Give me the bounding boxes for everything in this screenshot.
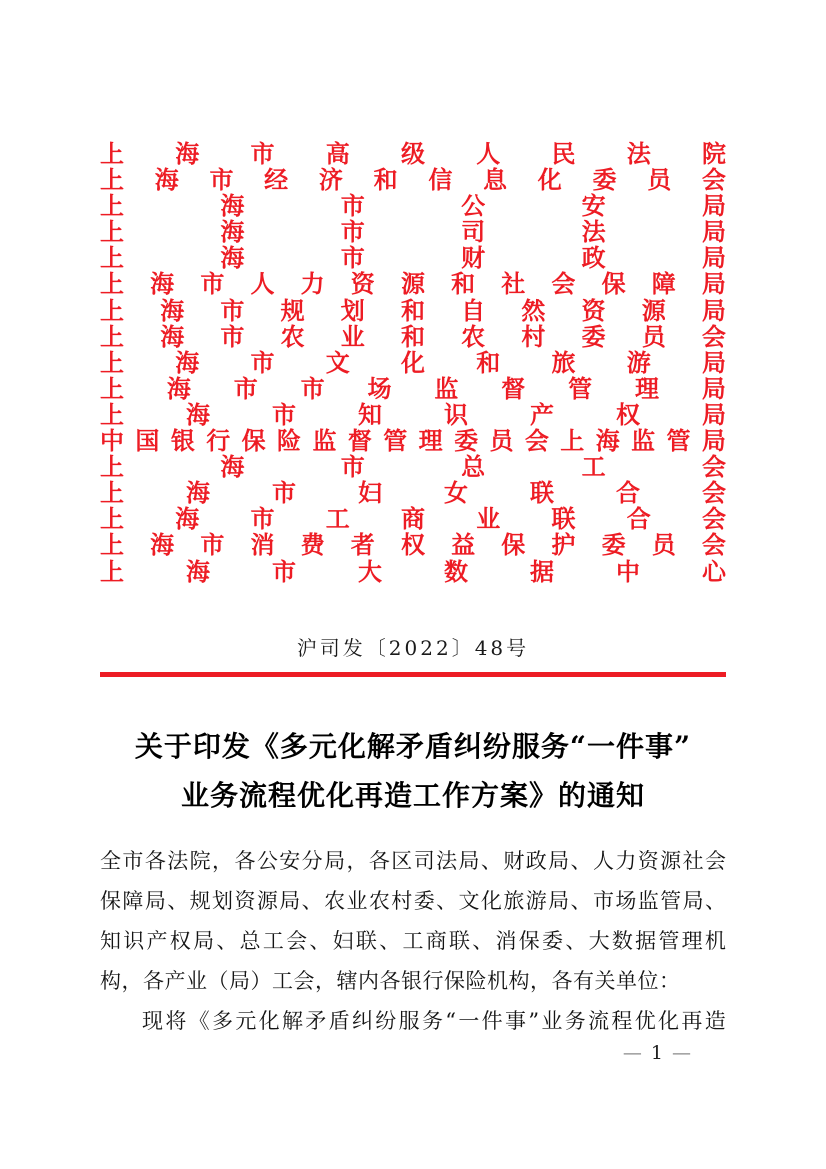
page-number-dash-left: — <box>622 1042 642 1064</box>
agency-line: 中 国 银 行 保 险 监 督 管 理 委 员 会 上 海 监 管 局 <box>100 426 726 456</box>
document-body <box>100 841 726 1041</box>
agency-line: 上 海 市 高 级 人 民 法 院 <box>100 139 726 168</box>
agency-line: 上 海 市 大 数 据 中 心 <box>100 556 726 586</box>
body-line: 现 将 《 多 元 化 解 矛 盾 纠 纷 服 务 “ 一 件 事 ” 业 务 流 程 优 化 再 造 <box>142 1009 726 1033</box>
agency-line: 上 海 市 工 商 业 联 合 会 <box>100 504 726 534</box>
agency-line: 上 海 市 知 识 产 权 局 <box>100 399 726 429</box>
agency-line: 上 海 市 妇 女 联 合 会 <box>100 478 726 508</box>
agency-line: 上 海 市 消 费 者 权 益 保 护 委 员 会 <box>100 530 726 560</box>
agency-line: 上 海 市 规 划 和 自 然 资 源 局 <box>100 295 726 325</box>
page-number <box>614 1042 700 1064</box>
red-divider-rule <box>100 672 726 677</box>
agency-line: 上 海 市 文 化 和 旅 游 局 <box>100 347 726 377</box>
agency-line: 上 海 市 农 业 和 农 村 委 员 会 <box>100 321 726 351</box>
title-line-1: 关于印发《多元化解矛盾纠纷服务“一件事” <box>134 730 692 763</box>
body-line: 知 识 产 权 局 、 总 工 会 、 妇 联 、 工 商 联 、 消 保 委 、 大 数 据 管 理 机 <box>100 929 726 953</box>
document-number: 沪司发〔2022〕48号 <box>296 636 530 660</box>
document-title <box>100 722 726 820</box>
body-line: 全 市 各 法 院 ， 各 公 安 分 局 ， 各 区 司 法 局 、 财 政 局 、 人 力 资 源 社 会 <box>100 849 726 873</box>
agency-line: 上 海 市 经 济 和 信 息 化 委 员 会 <box>100 165 726 195</box>
body-line: 保 障 局 、 规 划 资 源 局 、 农 业 农 村 委 、 文 化 旅 游 局 、 市 场 监 管 局 、 <box>100 889 726 913</box>
agency-line: 上 海 市 财 政 局 <box>100 243 726 273</box>
title-line-2: 业务流程优化再造工作方案》的通知 <box>180 779 645 812</box>
agency-line: 上 海 市 司 法 局 <box>100 217 726 247</box>
agency-line: 上 海 市 公 安 局 <box>100 191 726 221</box>
agency-line: 上 海 市 总 工 会 <box>100 452 726 482</box>
letterhead-agency-list <box>100 141 726 585</box>
agency-line: 上 海 市 市 场 监 督 管 理 局 <box>100 373 726 403</box>
body-line: 构，各产业（局）工会，辖内各银行保险机构，各有关单位： <box>100 969 681 993</box>
page-number-dash-right: — <box>672 1042 691 1064</box>
page-number-value: 1 <box>650 1042 663 1064</box>
agency-line: 上 海 市 人 力 资 源 和 社 会 保 障 局 <box>100 269 726 299</box>
